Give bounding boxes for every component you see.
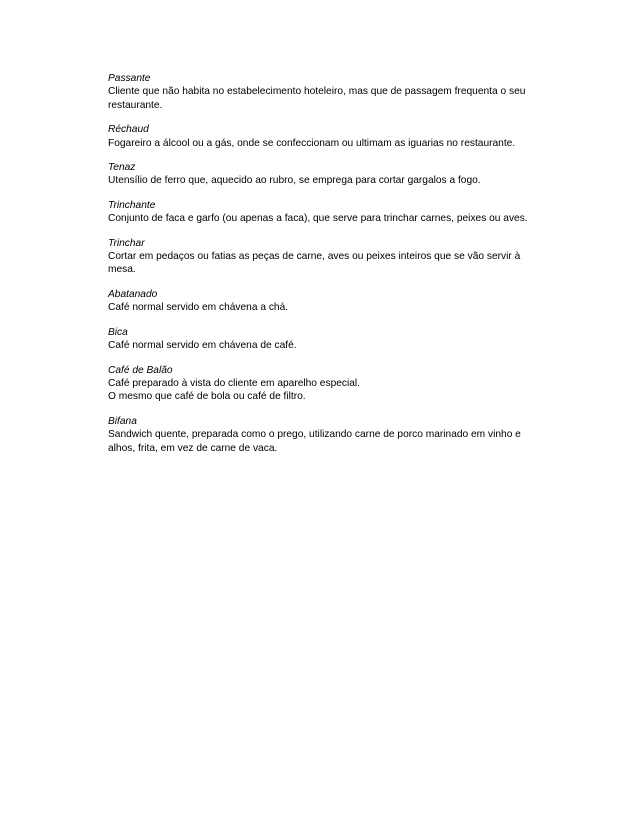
glossary-term: Trinchante (108, 199, 156, 211)
glossary-entry-passante (108, 72, 548, 112)
glossary-definition: Sandwich quente, preparada como o prego, utilizando carne de porco marinado em vinho e alhos, frita, em vez de carne de vaca. (108, 429, 521, 454)
glossary-term: Réchaud (108, 124, 149, 136)
glossary-definition: Café normal servido em chávena de café. (108, 340, 297, 352)
glossary-term: Abatanado (108, 288, 158, 300)
glossary-definition: Café normal servido em chávena a chá. (108, 302, 289, 314)
glossary-entry-abatanado (108, 288, 548, 315)
glossary-definition: O mesmo que café de bola ou café de filtro. (108, 391, 306, 403)
glossary-entry-cafe-de-balao (108, 364, 548, 404)
glossary-term: Bifana (108, 415, 137, 427)
glossary-term: Café de Balão (108, 364, 173, 376)
glossary-term: Passante (108, 73, 151, 84)
glossary-definition: Café preparado à vista do cliente em aparelho especial. (108, 377, 361, 389)
glossary-definition: Cliente que não habita no estabelecimento hoteleiro, mas que de passagem frequenta o seu restaurante. (108, 86, 526, 111)
glossary-entry-trinchar (108, 237, 548, 277)
glossary-definition: Utensílio de ferro que, aquecido ao rubro, se emprega para cortar gargalos a fogo. (108, 175, 481, 187)
glossary-definition: Conjunto de faca e garfo (ou apenas a faca), que serve para trinchar carnes, peixes ou aves. (108, 213, 528, 225)
glossary-entry-tenaz (108, 161, 548, 188)
glossary-term: Trinchar (108, 237, 145, 249)
glossary-entry-bifana (108, 415, 548, 455)
glossary-term: Tenaz (108, 162, 136, 174)
glossary-entry-trinchante (108, 199, 548, 226)
glossary-definition: Fogareiro a álcool ou a gás, onde se confeccionam ou ultimam as iguarias no restaurante. (108, 137, 516, 149)
glossary-entry-bica (108, 326, 548, 353)
glossary-term: Bica (108, 326, 128, 338)
glossary-definition: Cortar em pedaços ou fatias as peças de carne, aves ou peixes inteiros que se vão servir à mesa. (108, 251, 521, 276)
glossary-page (108, 72, 548, 466)
glossary-entry-rechaud (108, 123, 548, 150)
